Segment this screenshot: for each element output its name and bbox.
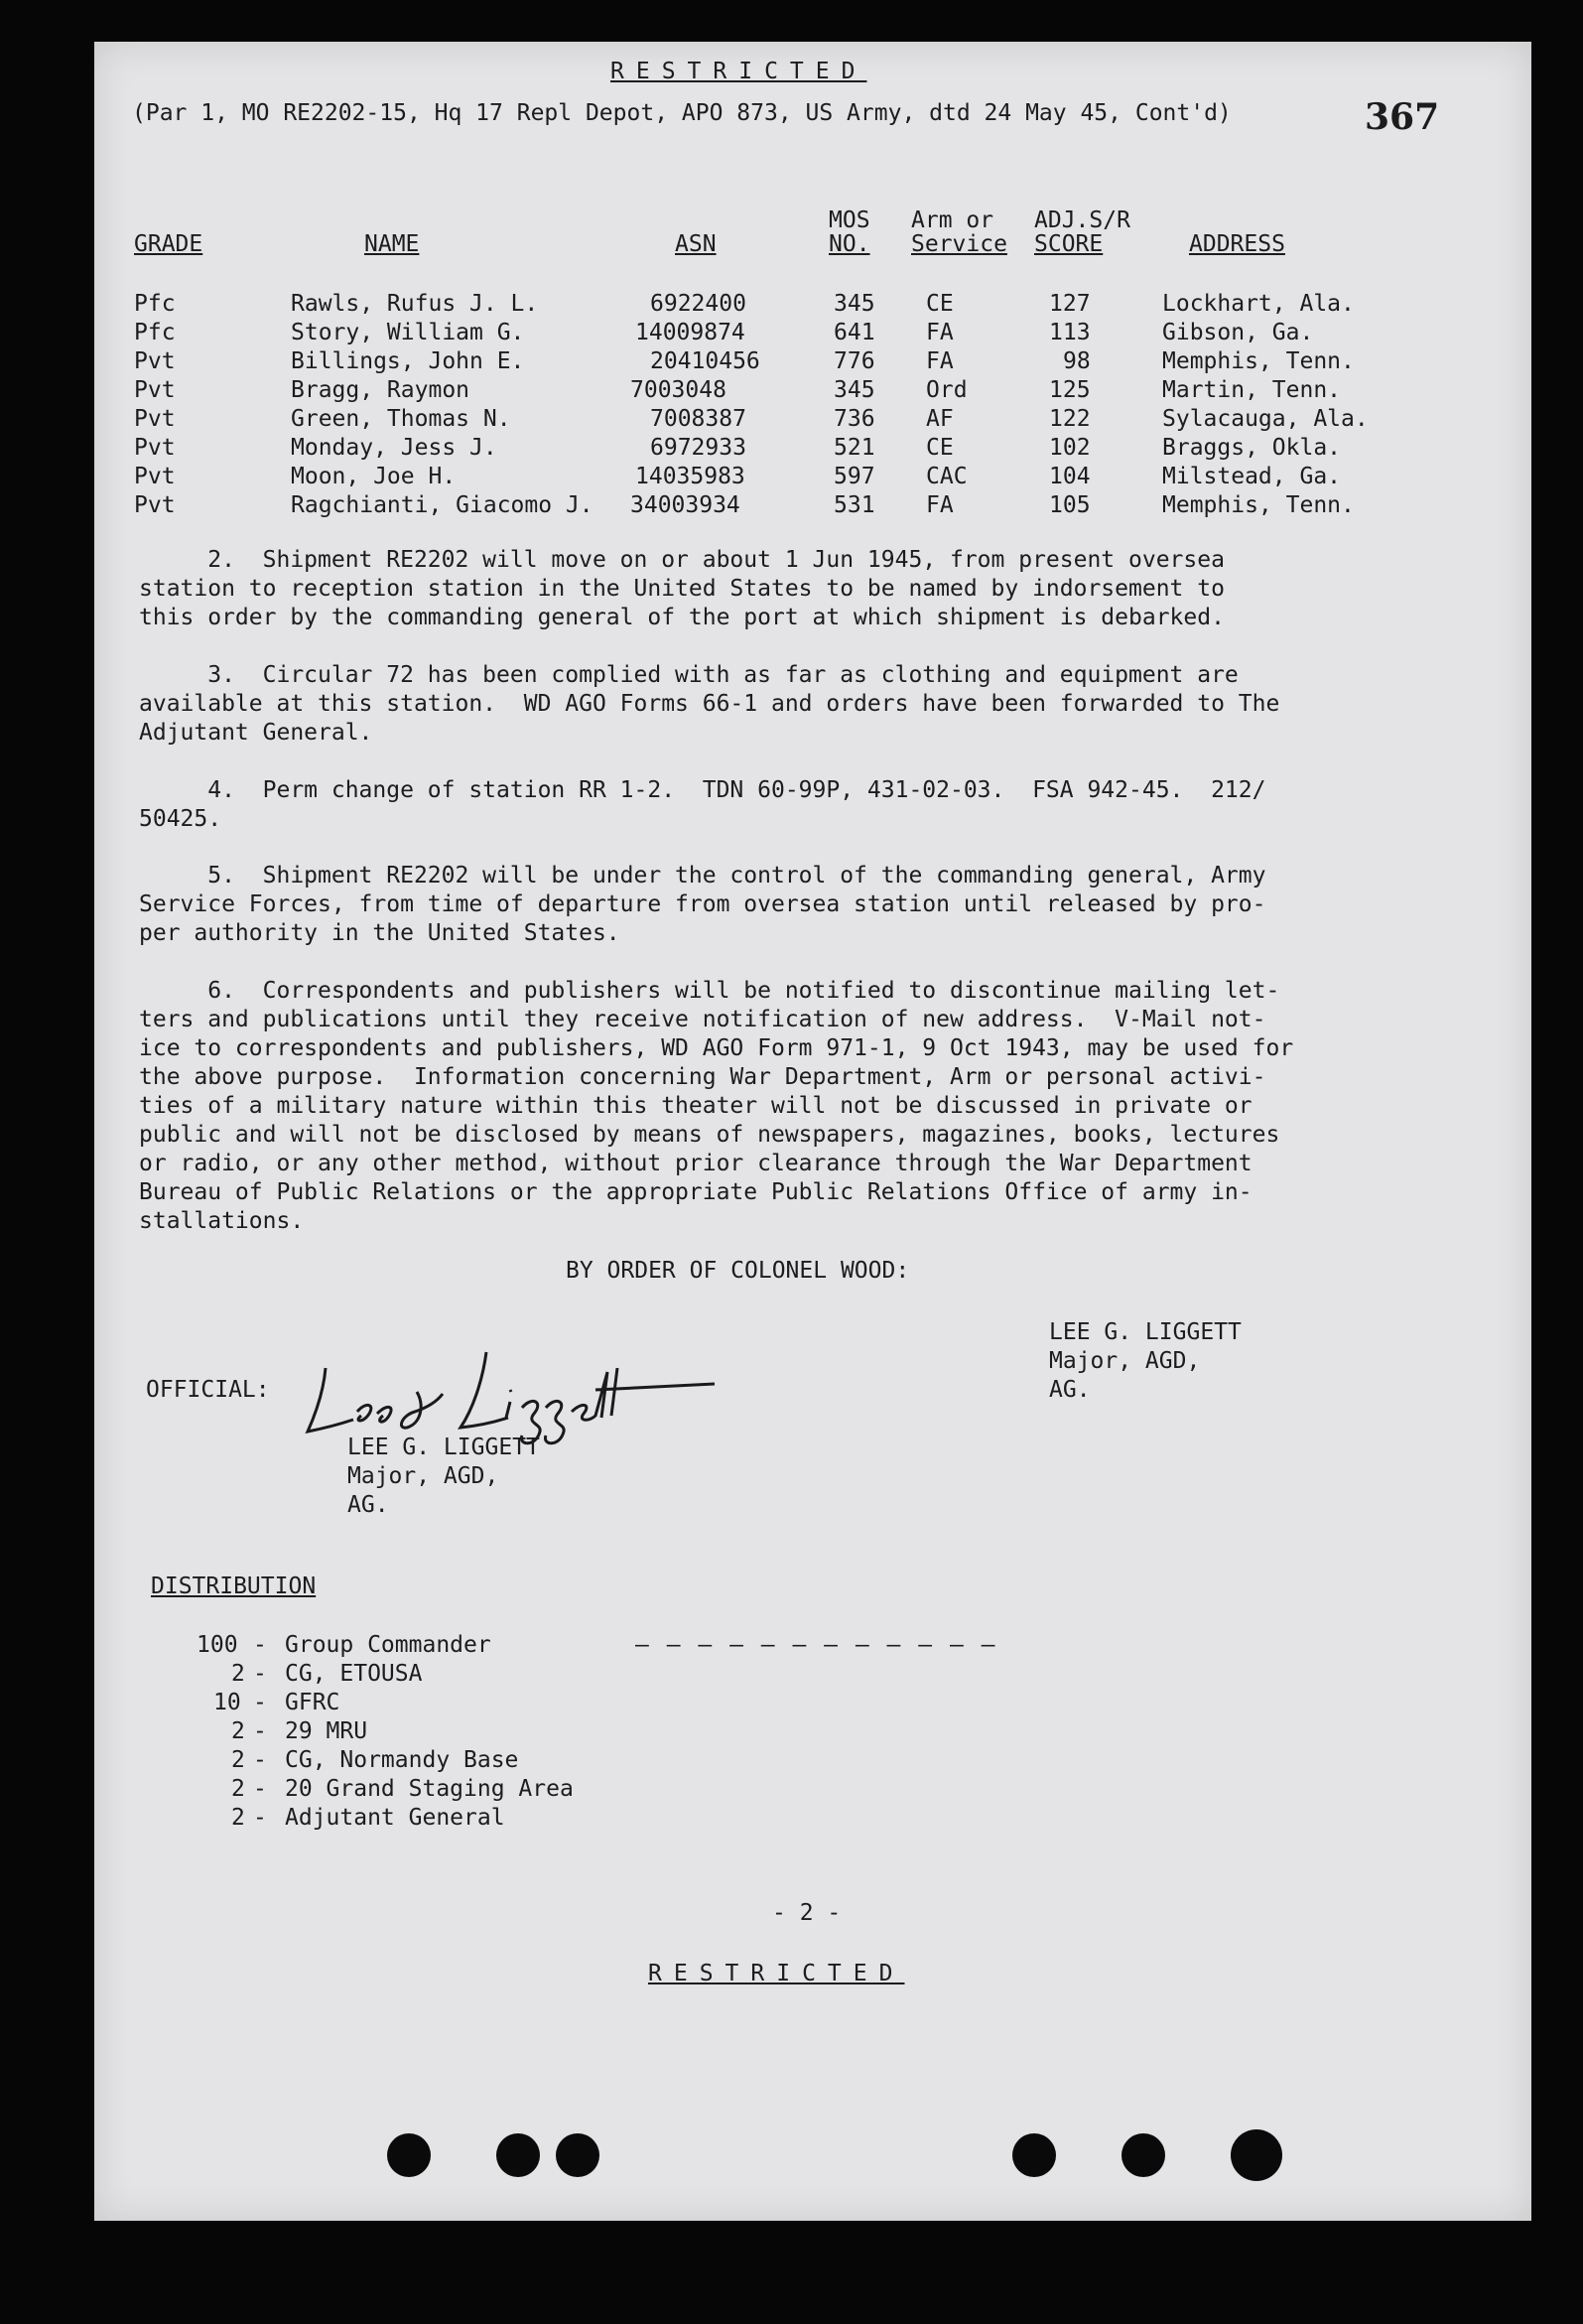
document-page [94,42,1531,2221]
cell-arm: CAC [926,464,968,489]
list-item [94,1746,1531,1775]
dash-separator: - [253,1632,267,1658]
by-order-line: BY ORDER OF COLONEL WOOD: [566,1258,910,1284]
cell-grade: Pvt [134,435,176,461]
cell-asn: 20410456 [650,348,760,374]
distribution-count: 2 [231,1805,245,1831]
cell-asn: 6922400 [650,291,746,317]
cell-grade: Pfc [134,320,176,345]
cell-grade: Pvt [134,377,176,403]
cell-asn: 14035983 [635,464,745,489]
distribution-divider: – – – – – – – – – – – – [635,1632,997,1658]
cell-mos: 776 [834,348,875,374]
table-header [94,230,1531,259]
cell-arm: FA [926,348,954,374]
cell-asn: 34003934 [630,492,740,518]
dash-separator: - [253,1776,267,1802]
page-stamp-number: 367 [1365,96,1440,138]
cell-name: Billings, John E. [291,348,525,374]
distribution-recipient: CG, ETOUSA [285,1661,423,1687]
cell-score: 127 [1049,291,1091,317]
table-row [94,491,1531,520]
distribution-count: 2 [231,1661,245,1687]
cell-arm: CE [926,435,954,461]
cell-asn: 14009874 [635,320,745,345]
distribution-recipient: GFRC [285,1690,340,1715]
binder-hole [1012,2133,1056,2177]
col-header-name: NAME [364,231,420,257]
order-reference: (Par 1, MO RE2202-15, Hq 17 Repl Depot, APO 873, US Army, dtd 24 May 45, Cont'd) [132,100,1232,126]
dash-separator: - [253,1747,267,1773]
dash-separator: - [253,1661,267,1687]
official-name: LEE G. LIGGETT [347,1435,540,1460]
distribution-recipient: 20 Grand Staging Area [285,1776,574,1802]
paragraph-2: 2. Shipment RE2202 will move on or about 1 Jun 1945, from present oversea station to reception station in the United States to be named by indorsement to this order by the commanding general of the port at which shipment is debarked. [139,547,1225,630]
col-header-score: SCORE [1034,231,1104,257]
cell-address: Memphis, Tenn. [1162,348,1355,374]
distribution-recipient: Group Commander [285,1632,491,1658]
binder-hole [496,2133,540,2177]
cell-grade: Pfc [134,291,176,317]
cell-address: Gibson, Ga. [1162,320,1314,345]
classification-header: RESTRICTED [610,59,867,84]
dash-separator: - [253,1690,267,1715]
cell-arm: FA [926,320,954,345]
paragraph-4: 4. Perm change of station RR 1-2. TDN 60-99P, 431-02-03. FSA 942-45. 212/ 50425. [139,777,1266,832]
col-header-arm: Service [911,231,1007,257]
cell-mos: 345 [834,377,875,403]
list-item [94,1689,1531,1717]
cell-score: 105 [1049,492,1091,518]
official-title: AG. [347,1492,389,1518]
cell-arm: Ord [926,377,968,403]
signer-title: AG. [1049,1377,1091,1403]
paragraph-5: 5. Shipment RE2202 will be under the control of the commanding general, Army Service Forces, from time of departure from oversea station until released by pro- per authority in the United States. [139,863,1266,946]
list-item [94,1717,1531,1746]
cell-grade: Pvt [134,464,176,489]
distribution-recipient: Adjutant General [285,1805,505,1831]
distribution-count: 10 [213,1690,241,1715]
table-row [94,405,1531,434]
cell-mos: 521 [834,435,875,461]
table-row [94,347,1531,376]
distribution-count: 2 [231,1718,245,1744]
cell-address: Lockhart, Ala. [1162,291,1355,317]
table-row [94,319,1531,347]
cell-name: Monday, Jess J. [291,435,497,461]
binder-hole [1121,2133,1165,2177]
distribution-recipient: 29 MRU [285,1718,368,1744]
dash-separator: - [253,1718,267,1744]
col-header-adj-top: ADJ.S/R [1034,207,1130,233]
binder-hole [1231,2129,1282,2181]
cell-score: 122 [1049,406,1091,432]
cell-name: Moon, Joe H. [291,464,457,489]
cell-mos: 345 [834,291,875,317]
binder-hole [556,2133,599,2177]
cell-arm: AF [926,406,954,432]
list-item [94,1660,1531,1689]
list-item [94,1804,1531,1833]
cell-score: 98 [1063,348,1091,374]
cell-mos: 641 [834,320,875,345]
cell-grade: Pvt [134,406,176,432]
dash-separator: - [253,1805,267,1831]
col-header-mos: NO. [829,231,870,257]
cell-score: 125 [1049,377,1091,403]
cell-grade: Pvt [134,492,176,518]
cell-arm: CE [926,291,954,317]
cell-name: Green, Thomas N. [291,406,511,432]
paragraph-3: 3. Circular 72 has been complied with as far as clothing and equipment are available at this station. WD AGO Forms 66-1 and orders have been forwarded to The Adjutant General. [139,662,1280,746]
cell-score: 104 [1049,464,1091,489]
distribution-count: 2 [231,1747,245,1773]
cell-score: 113 [1049,320,1091,345]
distribution-count: 100 [197,1632,238,1658]
binder-hole [387,2133,431,2177]
table-row [94,290,1531,319]
cell-mos: 597 [834,464,875,489]
cell-score: 102 [1049,435,1091,461]
table-row [94,463,1531,491]
signer-name: LEE G. LIGGETT [1049,1319,1242,1345]
distribution-count: 2 [231,1776,245,1802]
col-header-arm-top: Arm or [911,207,994,233]
cell-mos: 736 [834,406,875,432]
cell-asn: 7003048 [630,377,726,403]
distribution-title: DISTRIBUTION [151,1573,317,1599]
col-header-asn: ASN [675,231,717,257]
cell-asn: 7008387 [650,406,746,432]
col-header-grade: GRADE [134,231,203,257]
signer-rank: Major, AGD, [1049,1348,1201,1374]
list-item [94,1631,1531,1660]
cell-name: Ragchianti, Giacomo J. [291,492,594,518]
col-header-mos-top: MOS [829,207,870,233]
cell-asn: 6972933 [650,435,746,461]
cell-address: Milstead, Ga. [1162,464,1342,489]
page-number: - 2 - [772,1900,842,1926]
cell-name: Bragg, Raymon [291,377,470,403]
cell-address: Martin, Tenn. [1162,377,1342,403]
cell-grade: Pvt [134,348,176,374]
cell-address: Memphis, Tenn. [1162,492,1355,518]
cell-mos: 531 [834,492,875,518]
cell-address: Braggs, Okla. [1162,435,1342,461]
table-row [94,434,1531,463]
cell-name: Rawls, Rufus J. L. [291,291,539,317]
official-rank: Major, AGD, [347,1463,499,1489]
table-row [94,376,1531,405]
distribution-recipient: CG, Normandy Base [285,1747,519,1773]
col-header-address: ADDRESS [1189,231,1285,257]
paragraph-6: 6. Correspondents and publishers will be notified to discontinue mailing let- ters and publications until they receive notification of new address. V-Mail not- ice to correspondents and publishers, WD AGO Form 971-1, 9 Oct 1943, may be used for the above purpose. Information concerning War Department, Arm or personal activi- ties of a military nature within this theater will not be discussed in private or public and will not be disclosed by means of newspapers, magazines, books, lectures or radio, or any other method, without prior clearance through the War Department Bureau of Public Relations or the appropriate Public Relations Office of army in- stallations. [139,978,1294,1234]
classification-footer: RESTRICTED [648,1961,905,1986]
cell-name: Story, William G. [291,320,525,345]
cell-address: Sylacauga, Ala. [1162,406,1369,432]
cell-arm: FA [926,492,954,518]
official-label: OFFICIAL: [146,1377,270,1403]
list-item [94,1775,1531,1804]
